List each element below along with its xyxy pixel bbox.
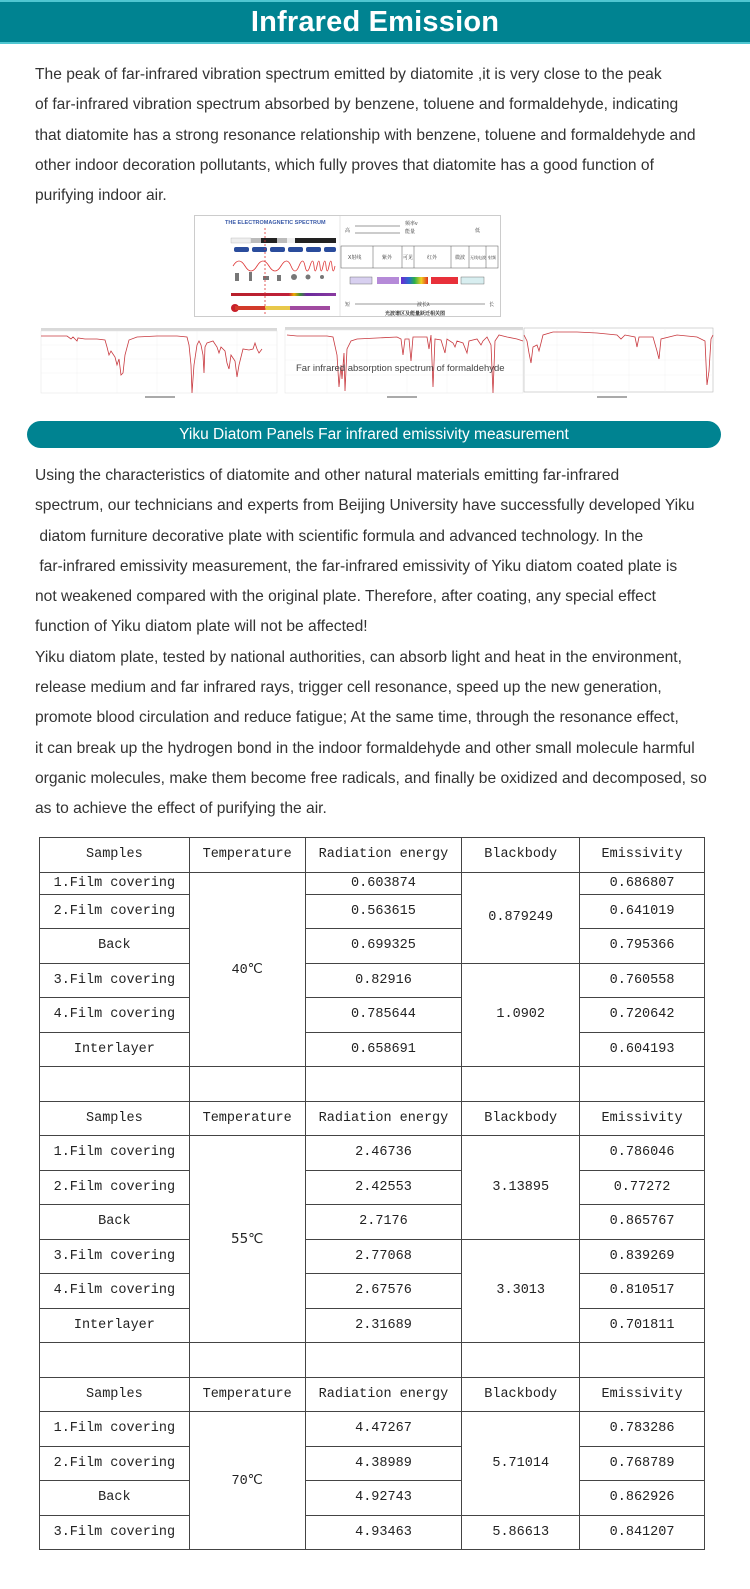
body-line: spectrum, our technicians and experts from Beijing University have successfully developed Yiku xyxy=(35,497,695,515)
blackbody-cell: 0.879249 xyxy=(462,872,580,963)
intro-line: that diatomite has a strong resonance relationship with benzene, toluene and formaldehyde and xyxy=(35,126,696,144)
table-row xyxy=(40,1481,705,1516)
spacer-row xyxy=(40,1343,705,1378)
emissivity-cell: 0.862926 xyxy=(580,1481,705,1516)
region-infrared: 红外 xyxy=(427,255,438,261)
radiation-cell: 2.7176 xyxy=(305,1205,462,1240)
emissivity-cell: 0.604193 xyxy=(580,1032,705,1067)
temperature-cell: 55℃ xyxy=(189,1136,305,1343)
radiation-cell: 4.38989 xyxy=(305,1446,462,1481)
table-row xyxy=(40,1170,705,1205)
sample-cell: Back xyxy=(40,1481,190,1516)
sample-cell: Back xyxy=(40,1205,190,1240)
spectrum-low-label: 低 xyxy=(475,228,481,234)
temperature-cell: 70℃ xyxy=(189,1412,305,1550)
radiation-cell: 2.46736 xyxy=(305,1136,462,1171)
emissivity-cell: 0.783286 xyxy=(580,1412,705,1447)
spectrum-high-label: 高 xyxy=(345,228,351,234)
spectrum-diagram xyxy=(195,216,501,317)
radiation-cell: 0.82916 xyxy=(305,963,462,998)
emissivity-cell: 0.720642 xyxy=(580,998,705,1033)
table-row xyxy=(40,998,705,1033)
header-blackbody: Blackbody xyxy=(462,838,580,873)
sample-cell: Interlayer xyxy=(40,1032,190,1067)
region-rf: 射频 xyxy=(488,255,496,260)
table-row xyxy=(40,1205,705,1240)
header-emissivity: Emissivity xyxy=(580,1377,705,1412)
section-title: Yiku Diatom Panels Far infrared emissivity measurement xyxy=(179,425,569,443)
blackbody-cell: 5.86613 xyxy=(462,1515,580,1550)
sample-cell: 4.Film covering xyxy=(40,1274,190,1309)
body-paragraph xyxy=(35,461,735,825)
sample-cell: 1.Film covering xyxy=(40,1136,190,1171)
emissivity-cell: 0.865767 xyxy=(580,1205,705,1240)
emissivity-cell: 0.760558 xyxy=(580,963,705,998)
radiation-cell: 2.77068 xyxy=(305,1239,462,1274)
header-emissivity: Emissivity xyxy=(580,838,705,873)
emissivity-table xyxy=(39,837,705,1550)
body-line: diatom furniture decorative plate with scientific formula and advanced technology. In the xyxy=(35,527,644,545)
body-line: organic molecules, make them become free radicals, and finally be oxidized and decomposed, so xyxy=(35,769,707,787)
body-line: release medium and far infrared rays, trigger cell resonance, speed up the new generation, xyxy=(35,679,662,697)
intro-line: purifying indoor air. xyxy=(35,187,167,205)
body-line: not weakened compared with the original plate. Therefore, after coating, any special effect xyxy=(35,588,656,606)
sample-cell: 3.Film covering xyxy=(40,1239,190,1274)
sample-cell: 2.Film covering xyxy=(40,894,190,929)
radiation-cell: 4.47267 xyxy=(305,1412,462,1447)
body-line: function of Yiku diatom plate will not be affected! xyxy=(35,618,368,636)
sample-cell: Back xyxy=(40,929,190,964)
sample-cell: 4.Film covering xyxy=(40,998,190,1033)
table-header-row xyxy=(40,1101,705,1136)
sample-cell: 2.Film covering xyxy=(40,1170,190,1205)
blackbody-cell: 3.3013 xyxy=(462,1239,580,1343)
header-radiation-energy: Radiation energy xyxy=(305,1377,462,1412)
sample-cell: 1.Film covering xyxy=(40,1412,190,1447)
intro-line: of far-infrared vibration spectrum absorbed by benzene, toluene and formaldehyde, indicating xyxy=(35,96,679,114)
body-line: Using the characteristics of diatomite and other natural materials emitting far-infrared xyxy=(35,467,620,484)
sample-cell: 2.Film covering xyxy=(40,1446,190,1481)
radiation-cell: 0.563615 xyxy=(305,894,462,929)
header-radiation-energy: Radiation energy xyxy=(305,1101,462,1136)
table-row xyxy=(40,1274,705,1309)
region-xray: X射线 xyxy=(348,255,362,261)
page-title: Infrared Emission xyxy=(250,5,500,38)
table-header-row xyxy=(40,1377,705,1412)
emissivity-cell: 0.686807 xyxy=(580,872,705,894)
radiation-cell: 2.42553 xyxy=(305,1170,462,1205)
header-temperature: Temperature xyxy=(189,838,305,873)
radiation-cell: 0.699325 xyxy=(305,929,462,964)
body-line: it can break up the hydrogen bond in the indoor formaldehyde and other small molecule harmful xyxy=(35,739,695,757)
intro-paragraph xyxy=(35,60,735,211)
spectrum-caption: 光波谱区及能量跃迁相关图 xyxy=(385,311,446,317)
intro-line: The peak of far-infrared vibration spectrum emitted by diatomite ,it is very close to the peak xyxy=(35,66,662,83)
table-row xyxy=(40,929,705,964)
electromagnetic-spectrum-figure xyxy=(194,215,501,317)
radiation-cell: 0.658691 xyxy=(305,1032,462,1067)
radiation-cell: 4.92743 xyxy=(305,1481,462,1516)
table-header-row xyxy=(40,838,705,873)
emissivity-cell: 0.841207 xyxy=(580,1515,705,1550)
table-row xyxy=(40,1446,705,1481)
header-radiation-energy: Radiation energy xyxy=(305,838,462,873)
table-row xyxy=(40,1308,705,1343)
spectrum-frequency-label: 频率ν xyxy=(405,221,418,227)
emissivity-cell: 0.839269 xyxy=(580,1239,705,1274)
absorption-caption: Far infrared absorption spectrum of formaldehyde xyxy=(296,363,505,374)
spectrum-wavelength-label: 波长λ xyxy=(417,302,430,308)
sample-cell: Interlayer xyxy=(40,1308,190,1343)
header-blackbody: Blackbody xyxy=(462,1101,580,1136)
table-row xyxy=(40,963,705,998)
region-uv: 紫外 xyxy=(382,255,393,261)
emissivity-cell: 0.768789 xyxy=(580,1446,705,1481)
header-samples: Samples xyxy=(40,1101,190,1136)
radiation-cell: 0.785644 xyxy=(305,998,462,1033)
table-row xyxy=(40,1515,705,1550)
header-temperature: Temperature xyxy=(189,1377,305,1412)
header-samples: Samples xyxy=(40,838,190,873)
spectrum-long-label: 长 xyxy=(489,302,495,308)
blackbody-cell: 5.71014 xyxy=(462,1412,580,1516)
emissivity-cell: 0.641019 xyxy=(580,894,705,929)
temperature-cell: 40℃ xyxy=(189,872,305,1067)
radiation-cell: 2.67576 xyxy=(305,1274,462,1309)
spectrum-title: THE ELECTROMAGNETIC SPECTRUM xyxy=(225,220,326,226)
spectrum-energy-label: 能量 xyxy=(405,229,416,235)
emissivity-cell: 0.701811 xyxy=(580,1308,705,1343)
region-visible: 可见 xyxy=(403,255,414,261)
page-header xyxy=(0,0,750,44)
radiation-cell: 0.603874 xyxy=(305,872,462,894)
spectrum-short-label: 短 xyxy=(345,302,351,308)
header-blackbody: Blackbody xyxy=(462,1377,580,1412)
blackbody-cell: 1.0902 xyxy=(462,963,580,1067)
spacer-row xyxy=(40,1067,705,1102)
table-row xyxy=(40,1412,705,1447)
header-temperature: Temperature xyxy=(189,1101,305,1136)
body-line: promote blood circulation and reduce fatigue; At the same time, through the resonance effect, xyxy=(35,709,679,727)
table-row xyxy=(40,1239,705,1274)
absorption-spectrum-charts xyxy=(37,325,714,407)
body-line: Yiku diatom plate, tested by national authorities, can absorb light and heat in the environment, xyxy=(35,648,682,666)
radiation-cell: 4.93463 xyxy=(305,1515,462,1550)
header-emissivity: Emissivity xyxy=(580,1101,705,1136)
sample-cell: 3.Film covering xyxy=(40,1515,190,1550)
radiation-cell: 2.31689 xyxy=(305,1308,462,1343)
section-header-emissivity xyxy=(27,421,721,448)
emissivity-cell: 0.786046 xyxy=(580,1136,705,1171)
table-row xyxy=(40,1136,705,1171)
table-row xyxy=(40,1032,705,1067)
body-line: as to achieve the effect of purifying the air. xyxy=(35,800,327,818)
table-row xyxy=(40,894,705,929)
sample-cell: 1.Film covering xyxy=(40,872,190,894)
region-microwave: 微波 xyxy=(455,255,466,261)
body-line: far-infrared emissivity measurement, the far-infrared emissivity of Yiku diatom coated plate is xyxy=(35,557,678,575)
header-samples: Samples xyxy=(40,1377,190,1412)
region-radio: 无线电波 xyxy=(470,255,486,260)
sample-cell: 3.Film covering xyxy=(40,963,190,998)
intro-line: other indoor decoration pollutants, which fully proves that diatomite has a good function of xyxy=(35,156,654,174)
blackbody-cell: 3.13895 xyxy=(462,1136,580,1240)
table-row xyxy=(40,872,705,894)
emissivity-cell: 0.795366 xyxy=(580,929,705,964)
emissivity-cell: 0.810517 xyxy=(580,1274,705,1309)
emissivity-cell: 0.77272 xyxy=(580,1170,705,1205)
absorption-spectrum-figure xyxy=(37,325,714,407)
